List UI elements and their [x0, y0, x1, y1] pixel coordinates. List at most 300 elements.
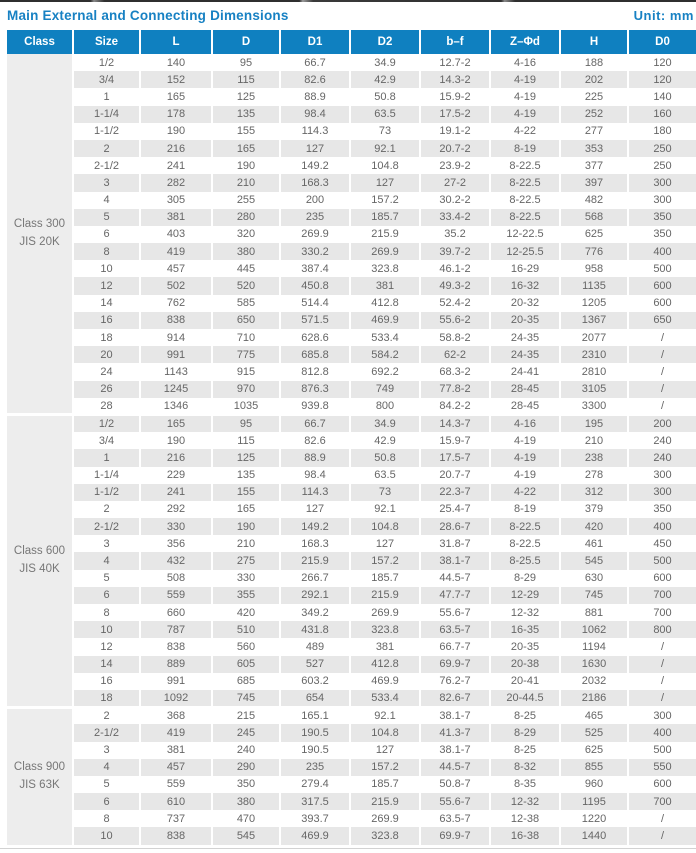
table-cell: 500 [628, 260, 696, 277]
table-cell: 387.4 [280, 260, 350, 277]
table-cell: 210 [560, 432, 628, 449]
table-cell: 330 [212, 570, 280, 587]
table-cell: 4-16 [490, 415, 560, 432]
table-cell: 10 [73, 260, 140, 277]
table-cell: 700 [628, 587, 696, 604]
table-cell: 368 [140, 707, 212, 724]
table-cell: 625 [560, 226, 628, 243]
table-cell: 300 [628, 174, 696, 191]
table-cell: 610 [140, 793, 212, 810]
table-cell: 353 [560, 140, 628, 157]
table-cell: / [628, 673, 696, 690]
table-row [7, 415, 696, 432]
table-cell: 27-2 [420, 174, 490, 191]
table-cell: 155 [212, 484, 280, 501]
table-cell: 160 [628, 106, 696, 123]
table-cell: 66.7 [280, 415, 350, 432]
dimensions-table [7, 30, 696, 845]
table-cell: / [628, 363, 696, 380]
table-cell: 881 [560, 604, 628, 621]
table-cell: 35.2 [420, 226, 490, 243]
table-cell: 20-41 [490, 673, 560, 690]
table-cell: 432 [140, 552, 212, 569]
table-cell: 140 [140, 54, 212, 71]
table-cell: 140 [628, 88, 696, 105]
table-cell: 269.9 [350, 604, 420, 621]
table-cell: 125 [212, 88, 280, 105]
table-cell: 282 [140, 174, 212, 191]
table-cell: 76.2-7 [420, 673, 490, 690]
table-cell: 4 [73, 192, 140, 209]
table-cell: 6 [73, 793, 140, 810]
table-cell: 958 [560, 260, 628, 277]
table-cell: 4-16 [490, 54, 560, 71]
table-cell: 115 [212, 71, 280, 88]
column-header: Size [73, 30, 140, 54]
table-cell: 450 [628, 535, 696, 552]
table-cell: 225 [560, 88, 628, 105]
table-cell: 775 [212, 346, 280, 363]
table-cell: 939.8 [280, 398, 350, 415]
table-cell: 210 [212, 174, 280, 191]
table-cell: 95 [212, 54, 280, 71]
table-cell: 104.8 [350, 518, 420, 535]
class-group-label [7, 415, 73, 707]
table-cell: 4 [73, 759, 140, 776]
table-cell: 8-19 [490, 501, 560, 518]
table-cell: 533.4 [350, 329, 420, 346]
table-cell: 165 [212, 140, 280, 157]
table-cell: 38.1-7 [420, 707, 490, 724]
table-cell: 630 [560, 570, 628, 587]
table-cell: 4-22 [490, 123, 560, 140]
table-cell: 469.9 [350, 673, 420, 690]
table-cell: 914 [140, 329, 212, 346]
page-title: Main External and Connecting Dimensions [7, 8, 289, 23]
table-cell: 12-25.5 [490, 243, 560, 260]
table-cell: 1367 [560, 312, 628, 329]
table-row [7, 106, 696, 123]
table-cell: 2 [73, 501, 140, 518]
table-cell: 660 [140, 604, 212, 621]
class-label: Class 900 [13, 760, 66, 773]
table-cell: 278 [560, 467, 628, 484]
table-cell: 584.2 [350, 346, 420, 363]
table-cell: 355 [212, 587, 280, 604]
table-cell: 4-19 [490, 432, 560, 449]
table-cell: 235 [280, 209, 350, 226]
table-cell: 2-1/2 [73, 157, 140, 174]
table-cell: 15.9-7 [420, 432, 490, 449]
table-cell: 195 [560, 415, 628, 432]
table-cell: 800 [628, 621, 696, 638]
table-cell: 69.9-7 [420, 656, 490, 673]
table-cell: 28-45 [490, 381, 560, 398]
table-cell: 28.6-7 [420, 518, 490, 535]
table-row [7, 535, 696, 552]
table-cell: 18 [73, 329, 140, 346]
table-cell: 457 [140, 260, 212, 277]
table-cell: 700 [628, 604, 696, 621]
table-cell: 14.3-2 [420, 71, 490, 88]
table-cell: 240 [212, 742, 280, 759]
table-cell: 749 [350, 381, 420, 398]
table-cell: 1062 [560, 621, 628, 638]
table-cell: 269.9 [350, 243, 420, 260]
table-cell: 876.3 [280, 381, 350, 398]
table-cell: 252 [560, 106, 628, 123]
table-cell: 25.4-7 [420, 501, 490, 518]
table-cell: 216 [140, 449, 212, 466]
table-cell: 292.1 [280, 587, 350, 604]
table-cell: 202 [560, 71, 628, 88]
column-header: D0 [628, 30, 696, 54]
table-cell: 216 [140, 140, 212, 157]
table-cell: / [628, 398, 696, 415]
table-cell: 20-35 [490, 638, 560, 655]
table-cell: 545 [560, 552, 628, 569]
table-cell: 280 [212, 209, 280, 226]
table-cell: 24-35 [490, 329, 560, 346]
table-cell: 127 [280, 501, 350, 518]
table-cell: 188 [560, 54, 628, 71]
table-cell: 323.8 [350, 827, 420, 844]
table-cell: 24-41 [490, 363, 560, 380]
table-cell: 419 [140, 243, 212, 260]
table-cell: 1092 [140, 690, 212, 707]
table-cell: 12-32 [490, 793, 560, 810]
table-cell: 489 [280, 638, 350, 655]
table-cell: 114.3 [280, 484, 350, 501]
table-header [7, 30, 696, 54]
table-cell: 23.9-2 [420, 157, 490, 174]
table-cell: 991 [140, 673, 212, 690]
table-cell: 379 [560, 501, 628, 518]
table-cell: 915 [212, 363, 280, 380]
table-cell: 2-1/2 [73, 724, 140, 741]
table-cell: 12-32 [490, 604, 560, 621]
table-cell: 240 [628, 449, 696, 466]
table-cell: 585 [212, 295, 280, 312]
table-row [7, 587, 696, 604]
table-cell: 800 [350, 398, 420, 415]
table-cell: 24-35 [490, 346, 560, 363]
table-cell: 991 [140, 346, 212, 363]
table-cell: / [628, 638, 696, 655]
table-cell: 4-19 [490, 71, 560, 88]
table-cell: 1195 [560, 793, 628, 810]
table-cell: 8-35 [490, 776, 560, 793]
table-cell: 12-29 [490, 587, 560, 604]
table-cell: 812.8 [280, 363, 350, 380]
table-cell: 500 [628, 552, 696, 569]
column-header: b–f [420, 30, 490, 54]
table-cell: 55.6-7 [420, 604, 490, 621]
table-cell: 17.5-7 [420, 449, 490, 466]
table-cell: 8-19 [490, 140, 560, 157]
table-cell: 10 [73, 827, 140, 844]
table-cell: 241 [140, 484, 212, 501]
table-cell: 8 [73, 604, 140, 621]
table-cell: 470 [212, 810, 280, 827]
table-cell: 8-22.5 [490, 209, 560, 226]
table-cell: 63.5-7 [420, 810, 490, 827]
table-row [7, 174, 696, 191]
table-cell: 277 [560, 123, 628, 140]
table-cell: 4-19 [490, 106, 560, 123]
table-cell: 120 [628, 54, 696, 71]
table-cell: 63.5 [350, 106, 420, 123]
table-cell: 737 [140, 810, 212, 827]
table-cell: / [628, 690, 696, 707]
table-cell: 149.2 [280, 518, 350, 535]
table-cell: 700 [628, 793, 696, 810]
table-cell: 255 [212, 192, 280, 209]
table-cell: 17.5-2 [420, 106, 490, 123]
table-cell: 855 [560, 759, 628, 776]
table-cell: 2810 [560, 363, 628, 380]
column-header: Class [7, 30, 73, 54]
table-cell: 350 [212, 776, 280, 793]
table-cell: 215.9 [350, 587, 420, 604]
table-row [7, 157, 696, 174]
table-cell: 127 [280, 140, 350, 157]
table-cell: 42.9 [350, 432, 420, 449]
table-cell: 69.9-7 [420, 827, 490, 844]
table-cell: 412.8 [350, 656, 420, 673]
table-cell: 8-32 [490, 759, 560, 776]
table-cell: 600 [628, 570, 696, 587]
table-cell: 330.2 [280, 243, 350, 260]
table-cell: 10 [73, 621, 140, 638]
table-cell: 508 [140, 570, 212, 587]
table-cell: 26 [73, 381, 140, 398]
table-cell: / [628, 656, 696, 673]
table-row [7, 243, 696, 260]
table-cell: 24 [73, 363, 140, 380]
table-cell: 30.2-2 [420, 192, 490, 209]
table-cell: 502 [140, 277, 212, 294]
table-cell: 692.2 [350, 363, 420, 380]
table-cell: 6 [73, 587, 140, 604]
table-cell: 185.7 [350, 209, 420, 226]
table-cell: 241 [140, 157, 212, 174]
table-cell: 8-29 [490, 724, 560, 741]
table-cell: 4-19 [490, 88, 560, 105]
table-cell: 685.8 [280, 346, 350, 363]
class-group [7, 54, 696, 415]
table-cell: 5 [73, 570, 140, 587]
table-cell: 3/4 [73, 432, 140, 449]
table-row [7, 604, 696, 621]
table-cell: / [628, 381, 696, 398]
column-header: Z–Φd [490, 30, 560, 54]
table-cell: 157.2 [350, 759, 420, 776]
table-cell: 3 [73, 174, 140, 191]
table-cell: 381 [140, 209, 212, 226]
class-label: Class 300 [13, 217, 66, 230]
table-cell: 114.3 [280, 123, 350, 140]
table-cell: 250 [628, 140, 696, 157]
table-cell: 320 [212, 226, 280, 243]
table-cell: 349.2 [280, 604, 350, 621]
table-cell: 8-22.5 [490, 157, 560, 174]
table-cell: 20-32 [490, 295, 560, 312]
table-row [7, 54, 696, 71]
table-row [7, 449, 696, 466]
table-cell: 84.2-2 [420, 398, 490, 415]
table-cell: 135 [212, 106, 280, 123]
table-cell: 98.4 [280, 467, 350, 484]
table-row [7, 277, 696, 294]
table-row [7, 123, 696, 140]
table-row [7, 707, 696, 724]
table-cell: 650 [212, 312, 280, 329]
class-label: Class 600 [13, 545, 66, 558]
table-cell: 127 [350, 742, 420, 759]
table-cell: 66.7-7 [420, 638, 490, 655]
table-cell: 104.8 [350, 724, 420, 741]
table-cell: 323.8 [350, 260, 420, 277]
table-cell: 6 [73, 226, 140, 243]
title-bar [0, 2, 696, 30]
table-cell: 605 [212, 656, 280, 673]
table-cell: 533.4 [350, 690, 420, 707]
table-cell: 4 [73, 552, 140, 569]
table-cell: 5 [73, 776, 140, 793]
table-cell: 55.6-2 [420, 312, 490, 329]
table-cell: 16-29 [490, 260, 560, 277]
standard-label: JIS 20K [19, 235, 60, 248]
table-cell: 135 [212, 467, 280, 484]
table-cell: 685 [212, 673, 280, 690]
table-cell: 8-25 [490, 742, 560, 759]
table-cell: 510 [212, 621, 280, 638]
table-cell: 20.7-7 [420, 467, 490, 484]
table-cell: / [628, 346, 696, 363]
table-cell: 180 [628, 123, 696, 140]
table-cell: 1035 [212, 398, 280, 415]
table-cell: 50.8-7 [420, 776, 490, 793]
table-cell: 127 [350, 535, 420, 552]
header-row [7, 30, 696, 54]
table-cell: 31.8-7 [420, 535, 490, 552]
table-cell: 215.9 [350, 226, 420, 243]
table-cell: 1-1/2 [73, 123, 140, 140]
table-cell: 46.1-2 [420, 260, 490, 277]
table-cell: 245 [212, 724, 280, 741]
table-cell: 559 [140, 776, 212, 793]
table-cell: 300 [628, 484, 696, 501]
standard-label: JIS 40K [19, 563, 60, 576]
table-cell: 215.9 [350, 793, 420, 810]
table-cell: 28 [73, 398, 140, 415]
table-cell: 62-2 [420, 346, 490, 363]
table-cell: 275 [212, 552, 280, 569]
table-cell: 2 [73, 707, 140, 724]
table-cell: 190 [212, 157, 280, 174]
table-cell: 15.9-2 [420, 88, 490, 105]
table-cell: 8-22.5 [490, 535, 560, 552]
table-cell: 12 [73, 277, 140, 294]
table-cell: 305 [140, 192, 212, 209]
table-cell: 73 [350, 484, 420, 501]
table-cell: 1346 [140, 398, 212, 415]
column-header: L [140, 30, 212, 54]
table-cell: 82.6-7 [420, 690, 490, 707]
table-cell: 44.5-7 [420, 570, 490, 587]
table-cell: 838 [140, 312, 212, 329]
table-cell: 317.5 [280, 793, 350, 810]
table-cell: 185.7 [350, 776, 420, 793]
table-cell: 16-38 [490, 827, 560, 844]
table-cell: 380 [212, 793, 280, 810]
table-cell: 120 [628, 71, 696, 88]
table-cell: 125 [212, 449, 280, 466]
table-cell: 49.3-2 [420, 277, 490, 294]
table-cell: 33.4-2 [420, 209, 490, 226]
table-cell: 3/4 [73, 71, 140, 88]
table-cell: 8-25.5 [490, 552, 560, 569]
table-cell: 350 [628, 501, 696, 518]
table-cell: 210 [212, 535, 280, 552]
table-cell: 14.3-7 [420, 415, 490, 432]
table-cell: 4-19 [490, 449, 560, 466]
table-cell: 190 [212, 518, 280, 535]
table-cell: 4-22 [490, 484, 560, 501]
table-cell: 47.7-7 [420, 587, 490, 604]
table-cell: 1/2 [73, 54, 140, 71]
table-cell: 157.2 [350, 552, 420, 569]
table-cell: 52.4-2 [420, 295, 490, 312]
table-cell: 92.1 [350, 501, 420, 518]
table-cell: 3 [73, 535, 140, 552]
table-cell: 1 [73, 88, 140, 105]
table-row [7, 312, 696, 329]
table-cell: 400 [628, 518, 696, 535]
table-cell: 525 [560, 724, 628, 741]
table-cell: 400 [628, 724, 696, 741]
table-cell: 603.2 [280, 673, 350, 690]
table-cell: 600 [628, 295, 696, 312]
table-row [7, 793, 696, 810]
table-row [7, 759, 696, 776]
table-cell: 95 [212, 415, 280, 432]
table-cell: 115 [212, 432, 280, 449]
table-cell: / [628, 810, 696, 827]
table-cell: 8-22.5 [490, 192, 560, 209]
table-row [7, 192, 696, 209]
table-row [7, 656, 696, 673]
table-cell: 58.8-2 [420, 329, 490, 346]
table-cell: 82.6 [280, 71, 350, 88]
column-header: D2 [350, 30, 420, 54]
table-cell: 568 [560, 209, 628, 226]
table-row [7, 724, 696, 741]
table-cell: 571.5 [280, 312, 350, 329]
table-cell: 8-22.5 [490, 518, 560, 535]
table-cell: 82.6 [280, 432, 350, 449]
table-cell: 600 [628, 776, 696, 793]
table-row [7, 501, 696, 518]
table-cell: 560 [212, 638, 280, 655]
table-cell: 165 [140, 415, 212, 432]
table-cell: 38.1-7 [420, 742, 490, 759]
table-cell: 445 [212, 260, 280, 277]
table-cell: 77.8-2 [420, 381, 490, 398]
table-cell: 600 [628, 277, 696, 294]
table-cell: 381 [350, 638, 420, 655]
